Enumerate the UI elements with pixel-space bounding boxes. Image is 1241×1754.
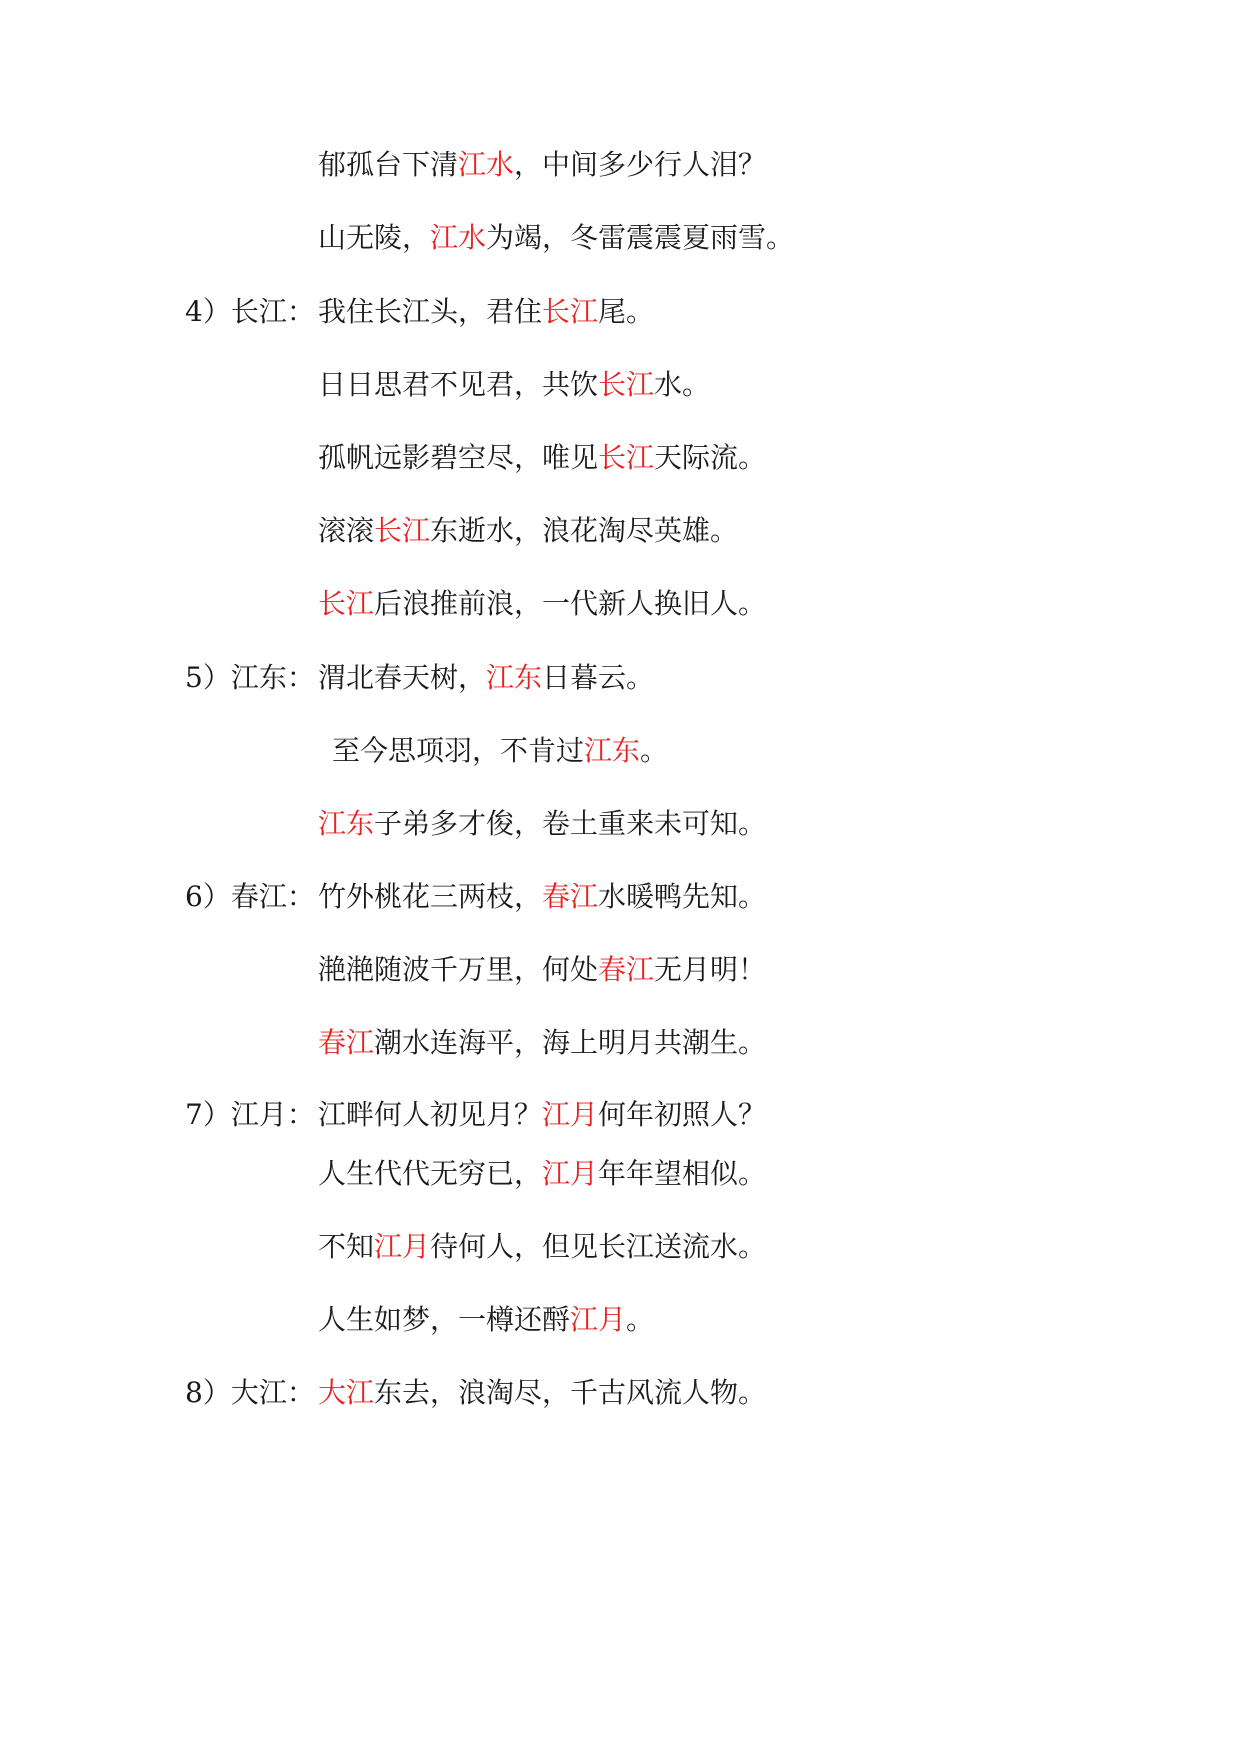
verse-text xyxy=(318,1154,766,1194)
verse-text xyxy=(318,365,710,405)
highlighted-term: 春江 xyxy=(318,1026,375,1059)
verse-segment: 山无陵， xyxy=(318,221,431,254)
highlighted-term: 江水 xyxy=(430,221,487,254)
verse-segment: 滟滟随波千万里，何处 xyxy=(318,953,599,986)
verse-segment: 江畔何人初见月？ xyxy=(318,1098,543,1131)
verse-text xyxy=(318,950,766,990)
highlighted-term: 春江 xyxy=(598,953,655,986)
verse-segment: 至今思项羽，不肯过 xyxy=(332,734,585,767)
verse-segment: 年年望相似。 xyxy=(598,1157,767,1190)
verse-text xyxy=(332,731,668,771)
highlighted-term: 江月 xyxy=(570,1303,627,1336)
highlighted-term: 江月 xyxy=(542,1157,599,1190)
verse-text xyxy=(318,511,738,551)
highlighted-term: 江月 xyxy=(374,1230,431,1263)
verse-text xyxy=(318,1300,654,1340)
verse-segment: 郁孤台下清 xyxy=(318,148,459,181)
verse-segment: 孤帆远影碧空尽，唯见 xyxy=(318,441,599,474)
verse-text xyxy=(318,292,654,332)
verse-text xyxy=(318,438,766,478)
verse-segment: 人生代代无穷已， xyxy=(318,1157,543,1190)
verse-segment: 待何人，但见长江送流水。 xyxy=(430,1230,767,1263)
verse-text xyxy=(318,1095,766,1135)
highlighted-term: 长江 xyxy=(598,441,655,474)
verse-segment: 人生如梦，一樽还酹 xyxy=(318,1303,571,1336)
verse-text xyxy=(318,1373,766,1413)
verse-segment: 子弟多才俊，卷土重来未可知。 xyxy=(374,807,767,840)
highlighted-term: 长江 xyxy=(598,368,655,401)
highlighted-term: 江水 xyxy=(458,148,515,181)
highlighted-term: 长江 xyxy=(374,514,431,547)
verse-segment: 何年初照人？ xyxy=(598,1098,767,1131)
verse-segment: 潮水连海平，海上明月共潮生。 xyxy=(374,1026,767,1059)
section-label: 7）江月： xyxy=(185,1098,315,1131)
verse-text xyxy=(318,1023,766,1063)
verse-text xyxy=(318,145,766,185)
verse-segment: 日暮云。 xyxy=(542,661,655,694)
verse-segment: 后浪推前浪，一代新人换旧人。 xyxy=(374,587,767,620)
section-label: 8）大江： xyxy=(185,1376,315,1409)
verse-segment: 东去，浪淘尽，千古风流人物。 xyxy=(374,1376,767,1409)
verse-segment: ，中间多少行人泪？ xyxy=(514,148,767,181)
highlighted-term: 春江 xyxy=(542,880,599,913)
verse-segment: 我住长江头，君住 xyxy=(318,295,543,328)
verse-segment: 渭北春天树， xyxy=(318,661,487,694)
verse-segment: 东逝水，浪花淘尽英雄。 xyxy=(430,514,739,547)
verse-text xyxy=(318,658,654,698)
section-label: 5）江东： xyxy=(185,661,315,694)
section-label: 4）长江： xyxy=(185,295,315,328)
verse-segment: 。 xyxy=(626,1303,655,1336)
verse-segment: 尾。 xyxy=(598,295,655,328)
verse-text xyxy=(318,1227,766,1267)
verse-segment: 不知 xyxy=(318,1230,375,1263)
verse-text xyxy=(318,218,794,258)
highlighted-term: 江东 xyxy=(584,734,641,767)
verse-text xyxy=(318,804,766,844)
highlighted-term: 江东 xyxy=(318,807,375,840)
highlighted-term: 长江 xyxy=(318,587,375,620)
verse-text xyxy=(318,584,766,624)
highlighted-term: 江东 xyxy=(486,661,543,694)
verse-segment: 无月明！ xyxy=(654,953,767,986)
verse-segment: 滚滚 xyxy=(318,514,375,547)
highlighted-term: 大江 xyxy=(318,1376,375,1409)
verse-segment: 为竭，冬雷震震夏雨雪。 xyxy=(486,221,795,254)
verse-segment: 。 xyxy=(640,734,669,767)
verse-segment: 天际流。 xyxy=(654,441,767,474)
verse-segment: 水暖鸭先知。 xyxy=(598,880,767,913)
verse-text xyxy=(318,877,766,917)
verse-segment: 水。 xyxy=(654,368,711,401)
verse-segment: 竹外桃花三两枝， xyxy=(318,880,543,913)
highlighted-term: 江月 xyxy=(542,1098,599,1131)
highlighted-term: 长江 xyxy=(542,295,599,328)
section-label: 6）春江： xyxy=(185,880,315,913)
verse-segment: 日日思君不见君，共饮 xyxy=(318,368,599,401)
